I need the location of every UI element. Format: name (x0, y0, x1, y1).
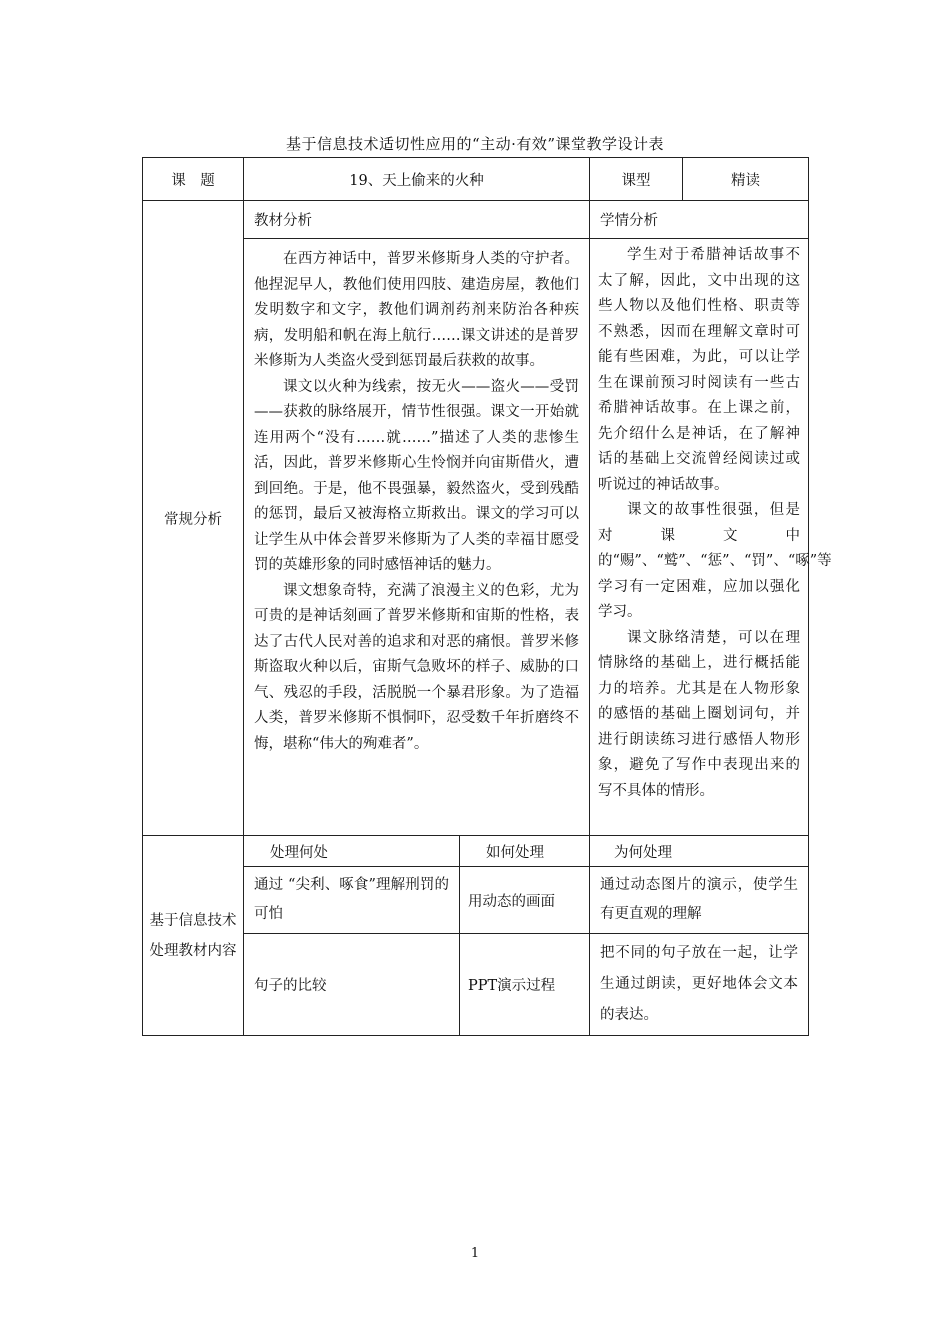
lesson-design-table (142, 157, 832, 1036)
processing-where: 句子的比较 (244, 934, 460, 1036)
material-paragraph: 课文以火种为线索，按无火——盗火——受罚——获救的脉络展开，情节性很强。课文一开始就连用两个“没有……就……”描述了人类的悲惨生活，因此，普罗米修斯心生怜悯并向宙斯借火，遭到回绝。于是，他不畏强暴，毅然盗火，受到残酷的惩罚，最后又被海格立斯救出。课文的学习可以让学生从中体会普罗米修斯为了人类的幸福甘愿受罚的英雄形象的同时感悟神话的魅力。 (254, 378, 580, 573)
learner-analysis-content (590, 239, 832, 836)
col-where-heading: 处理何处 (244, 836, 460, 867)
processing-how: PPT演示过程 (460, 934, 590, 1036)
material-paragraph: 课文想象奇特，充满了浪漫主义的色彩，尤为可贵的是神话刻画了普罗米修斯和宙斯的性格，表达了古代人民对善的追求和对恶的痛恨。普罗米修斯盗取火种以后，宙斯气急败坏的样子、威胁的口气、残忍的手段，活脱脱一个暴君形象。为了造福人类，普罗米修斯不惧恫吓，忍受数千年折磨终不悔，堪称“伟大的殉难者”。 (254, 582, 580, 752)
processing-why: 通过动态图片的演示，使学生有更直观的理解 (590, 867, 809, 934)
processing-why: 把不同的句子放在一起，让学生通过朗读，更好地体会文本的表达。 (590, 934, 809, 1036)
col-how-heading: 如何处理 (460, 836, 590, 867)
processing-how: 用动态的画面 (460, 867, 590, 934)
processing-heading-row (143, 836, 809, 867)
header-row (143, 158, 809, 201)
it-processing-label-text: 基于信息技术处理教材内容 (149, 912, 237, 959)
processing-where: 通过 “尖利、啄食”理解刑罚的可怕 (244, 867, 460, 934)
page-number: 1 (470, 1246, 480, 1261)
learner-paragraph: 课文的故事性很强，但是对课文中的“赐”、“鹫”、“惩”、“罚”、“啄”等学习有一定困难，应加以强化学习。 (598, 502, 832, 620)
learner-paragraph: 学生对于希腊神话故事不太了解，因此，文中出现的这些人物以及他们性格、职责等不熟悉，因而在理解文章时可能有些困难，为此，可以让学生在课前预习时阅读有一些古希腊神话故事。在上课之前，先介绍什么是神话，在了解神话的基础上交流曾经阅读过或听说过的神话故事。 (598, 247, 801, 493)
learner-paragraph: 课文脉络清楚，可以在理情脉络的基础上，进行概括能力的培养。尤其是在人物形象的感悟的基础上圈划词句，并进行朗读练习进行感悟人物形象，避免了写作中表现出来的写不具体的情形。 (598, 629, 801, 799)
type-value: 精读 (683, 158, 809, 201)
col-why-heading: 为何处理 (590, 836, 809, 867)
document-title: 基于信息技术适切性应用的“主动·有效”课堂教学设计表 (285, 135, 665, 153)
type-label: 课型 (590, 158, 683, 201)
material-analysis-heading: 教材分析 (244, 201, 590, 239)
learner-analysis-heading: 学情分析 (590, 201, 809, 239)
topic-value: 19、天上偷来的火种 (244, 158, 590, 201)
material-analysis-content (244, 239, 590, 836)
routine-analysis-label: 常规分析 (143, 201, 244, 836)
analysis-heading-row (143, 201, 809, 239)
it-processing-label (143, 836, 244, 1036)
material-paragraph: 在西方神话中，普罗米修斯身人类的守护者。他捏泥早人，教他们使用四肢、建造房屋，教他们发明数字和文字，教他们调剂药剂来防治各种疾病，发明船和帆在海上航行……课文讲述的是普罗米修斯为人类盗火受到惩罚最后获救的故事。 (254, 251, 580, 369)
topic-label: 课 题 (143, 158, 244, 201)
